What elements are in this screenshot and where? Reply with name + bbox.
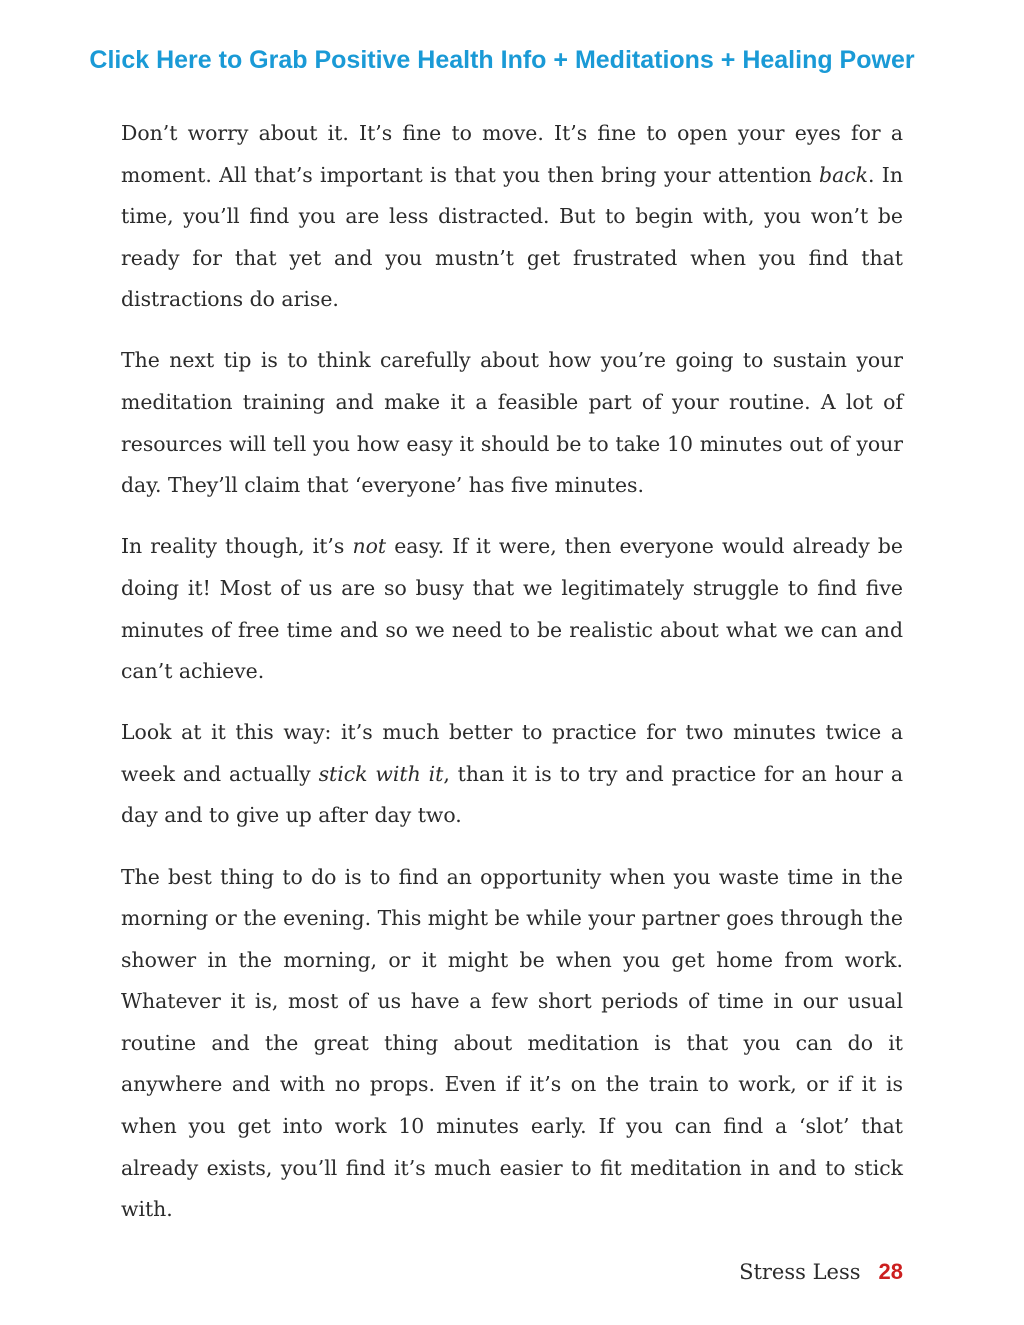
paragraph-text: . In time, you’ll find you are less distracted. But to begin with, you won’t be ready for that yet and you mustn’t get frustrated when you find that distractions do arise. [121, 162, 903, 312]
page-number: 28 [878, 1259, 903, 1284]
paragraph-text: Don’t worry about it. It’s fine to move. It’s fine to open your eyes for a moment. All that’s important is that you then bring your attention [121, 121, 903, 187]
paragraph-text: easy. If it were, then everyone would already be doing it! Most of us are so busy that we legitimately struggle to find five minutes of free time and so we need to be realistic about what we can and can’t achieve. [121, 534, 903, 684]
paragraph-5: The best thing to do is to find an opportunity when you waste time in the morning or the evening. This might be while your partner goes through the shower in the morning, or it might be when you get home from work. Whatever it is, most of us have a few short periods of time in our usual routine and the great thing about meditation is that you can do it anywhere and with no props. Even if it’s on the train to work, or if it is when you get into work 10 minutes early. If you can find a ‘slot’ that already exists, you’ll find it’s much easier to fit meditation in and to stick with. [121, 864, 903, 1222]
emphasis-text: back [819, 162, 869, 187]
paragraph-2: The next tip is to think carefully about how you’re going to sustain your meditation training and make it a feasible part of your routine. A lot of resources will tell you how easy it should be to take 10 minutes out of your day. They’ll claim that ‘everyone’ has five minutes. [121, 348, 903, 498]
paragraph-4 [121, 712, 903, 837]
paragraph-1 [121, 113, 903, 321]
paragraph-text: , than it is to try and practice for an hour a day and to give up after day two. [121, 761, 903, 828]
emphasis-text: stick with it [318, 761, 444, 786]
paragraph-text: Look at it this way: it’s much better to practice for two minutes twice a week and actually [121, 720, 903, 786]
page-footer [739, 1252, 903, 1295]
footer-book-title: Stress Less [739, 1260, 861, 1284]
emphasis-text: not [352, 534, 387, 559]
promo-link[interactable]: Click Here to Grab Positive Health Info + Meditations + Healing Power [89, 46, 915, 74]
paragraph-3 [121, 526, 903, 692]
paragraph-text: In reality though, it’s [121, 534, 353, 559]
page-content [121, 113, 903, 1250]
